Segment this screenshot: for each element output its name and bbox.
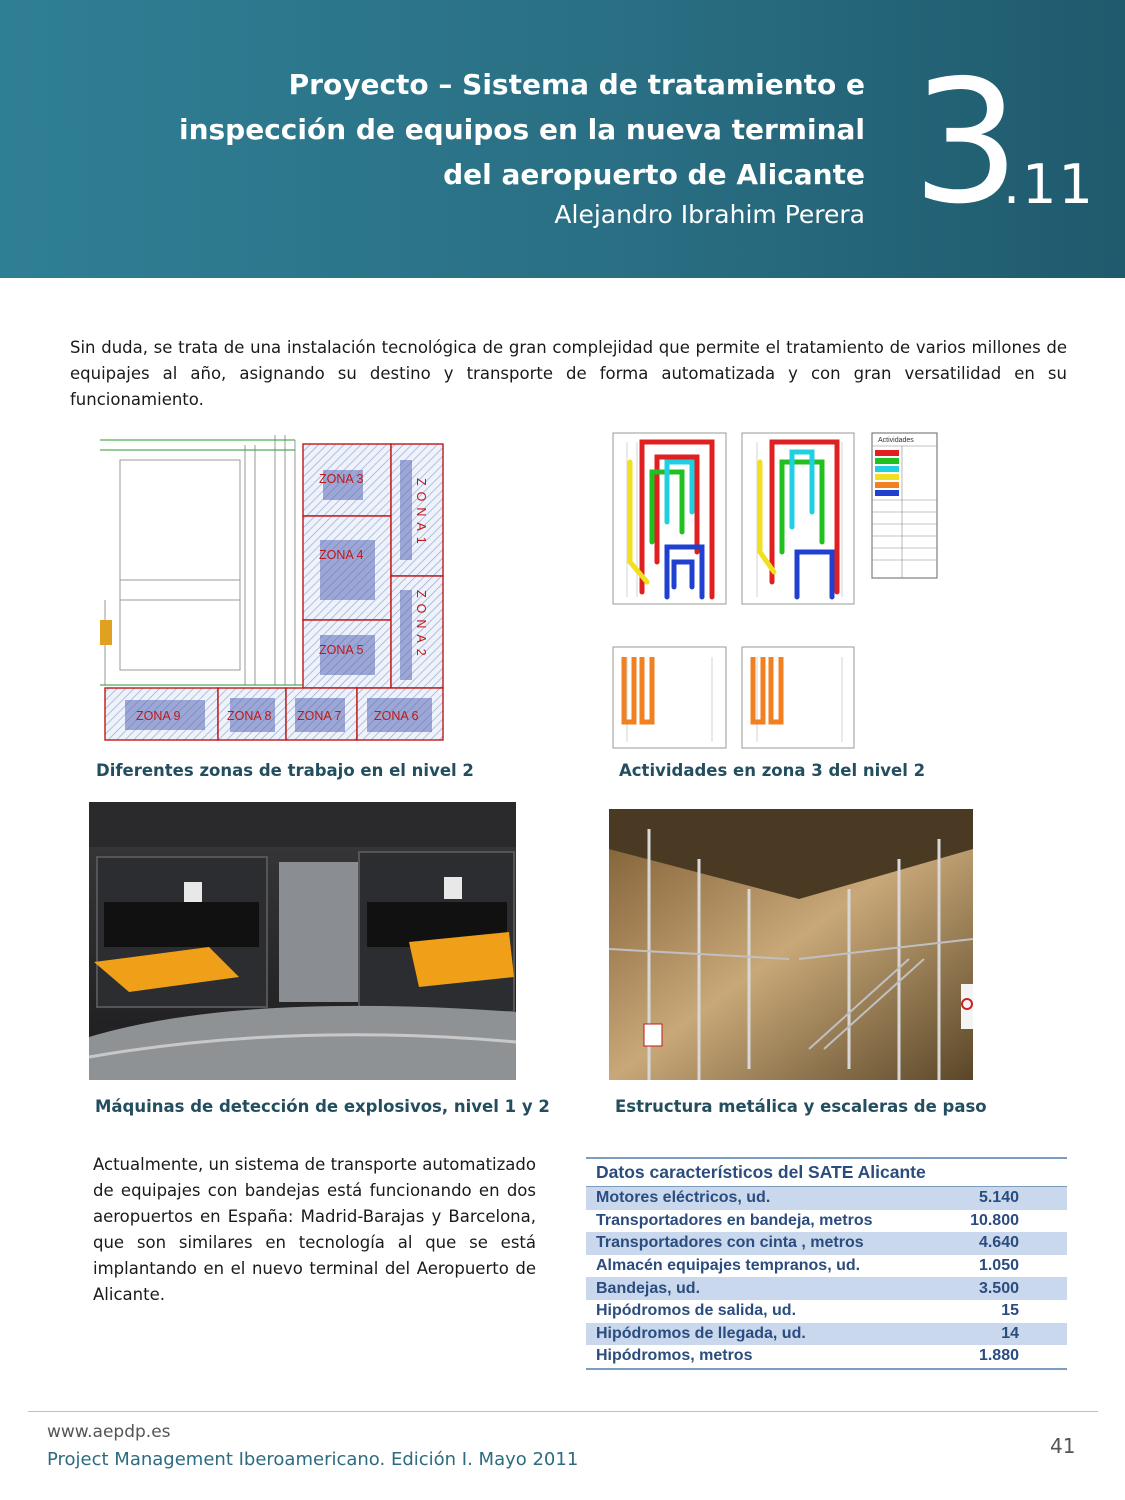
legend-title: Actividades [878,437,914,444]
zone-label-7: ZONA 7 [297,709,342,723]
machines-photo [89,802,516,1080]
caption-zones: Diferentes zonas de trabajo en el nivel 2 [96,761,474,780]
machines-photo-drawing [89,802,516,1080]
table-row [586,1210,1067,1233]
row-value: 10.800 [970,1211,1019,1229]
row-label: Motores eléctricos, ud. [596,1189,771,1207]
table-row [586,1345,1067,1368]
structure-photo-drawing [609,809,973,1080]
table-row [586,1300,1067,1323]
activities-figure [612,432,942,750]
title-line-1: Proyecto – Sistema de tratamiento e [288,68,865,101]
table-row [586,1232,1067,1255]
activities-drawing [612,432,942,750]
structure-photo [609,809,973,1080]
header-banner [0,0,1125,278]
chapter-subnumber: .11 [1003,153,1095,216]
row-label: Hipódromos de llegada, ud. [596,1324,806,1342]
row-label: Hipódromos de salida, ud. [596,1302,797,1320]
row-value: 3.500 [978,1279,1019,1297]
page-title [145,62,865,197]
row-value: 1.880 [978,1347,1019,1365]
row-value: 14 [1001,1324,1019,1342]
legend-swatch [875,482,899,488]
zones-plan-figure [95,430,450,745]
footer-divider [28,1411,1098,1412]
sate-data-table [586,1157,1067,1370]
page-number: 41 [1050,1434,1076,1458]
zone-label-9: ZONA 9 [136,709,181,723]
title-line-2: inspección de equipos en la nueva terminal [178,113,865,146]
legend-swatch [875,458,899,464]
footer-website[interactable]: www.aepdp.es [47,1422,171,1442]
legend-swatch [875,474,899,480]
footer-publication: Project Management Iberoamericano. Edición I. Mayo 2011 [47,1449,579,1470]
legend-swatch [875,466,899,472]
row-value: 15 [1001,1302,1019,1320]
zone-label-3: ZONA 3 [319,472,364,486]
row-label: Hipódromos, metros [596,1347,753,1365]
row-value: 4.640 [978,1234,1019,1252]
row-value: 5.140 [978,1189,1019,1207]
zone-label-2: ZONA2 [414,590,428,662]
table-row [586,1255,1067,1278]
zones-plan-drawing [95,430,450,745]
zone-label-5: ZONA 5 [319,643,364,657]
intro-paragraph: Sin duda, se trata de una instalación tecnológica de gran complejidad que permite el tratamiento de varios millones de equipajes al año, asignando su destino y transporte de forma automatizada y con gran versatilidad en su funcionamiento. [70,338,1067,409]
zone-label-1: ZONA1 [414,478,428,550]
row-label: Transportadores con cinta , metros [596,1234,864,1252]
table-row [586,1277,1067,1300]
body-paragraph: Actualmente, un sistema de transporte automatizado de equipajes con bandejas está funcionando en dos aeropuertos en España: Madrid-Barajas y Barcelona, que son similares en tecnología al que se está implantando en el nuevo terminal del Aeropuerto de Alicante. [93,1155,536,1304]
zone-label-6: ZONA 6 [374,709,419,723]
table-row [586,1187,1067,1210]
caption-machines: Máquinas de detección de explosivos, nivel 1 y 2 [95,1097,550,1116]
legend-swatch [875,450,899,456]
zone-label-4: ZONA 4 [319,548,364,562]
row-label: Bandejas, ud. [596,1279,701,1297]
title-line-3: del aeropuerto de Alicante [443,158,865,191]
row-value: 1.050 [978,1257,1019,1275]
legend-swatch [875,490,899,496]
table-title: Datos característicos del SATE Alicante [586,1159,1067,1187]
row-label: Transportadores en bandeja, metros [596,1211,873,1229]
zone-label-8: ZONA 8 [227,709,272,723]
table-row [586,1323,1067,1346]
caption-structure: Estructura metálica y escaleras de paso [615,1097,987,1116]
caption-activities: Actividades en zona 3 del nivel 2 [619,761,926,780]
row-label: Almacén equipajes tempranos, ud. [596,1257,861,1275]
author-name: Alejandro Ibrahim Perera [554,200,865,229]
chapter-number: 3 [912,44,1021,242]
